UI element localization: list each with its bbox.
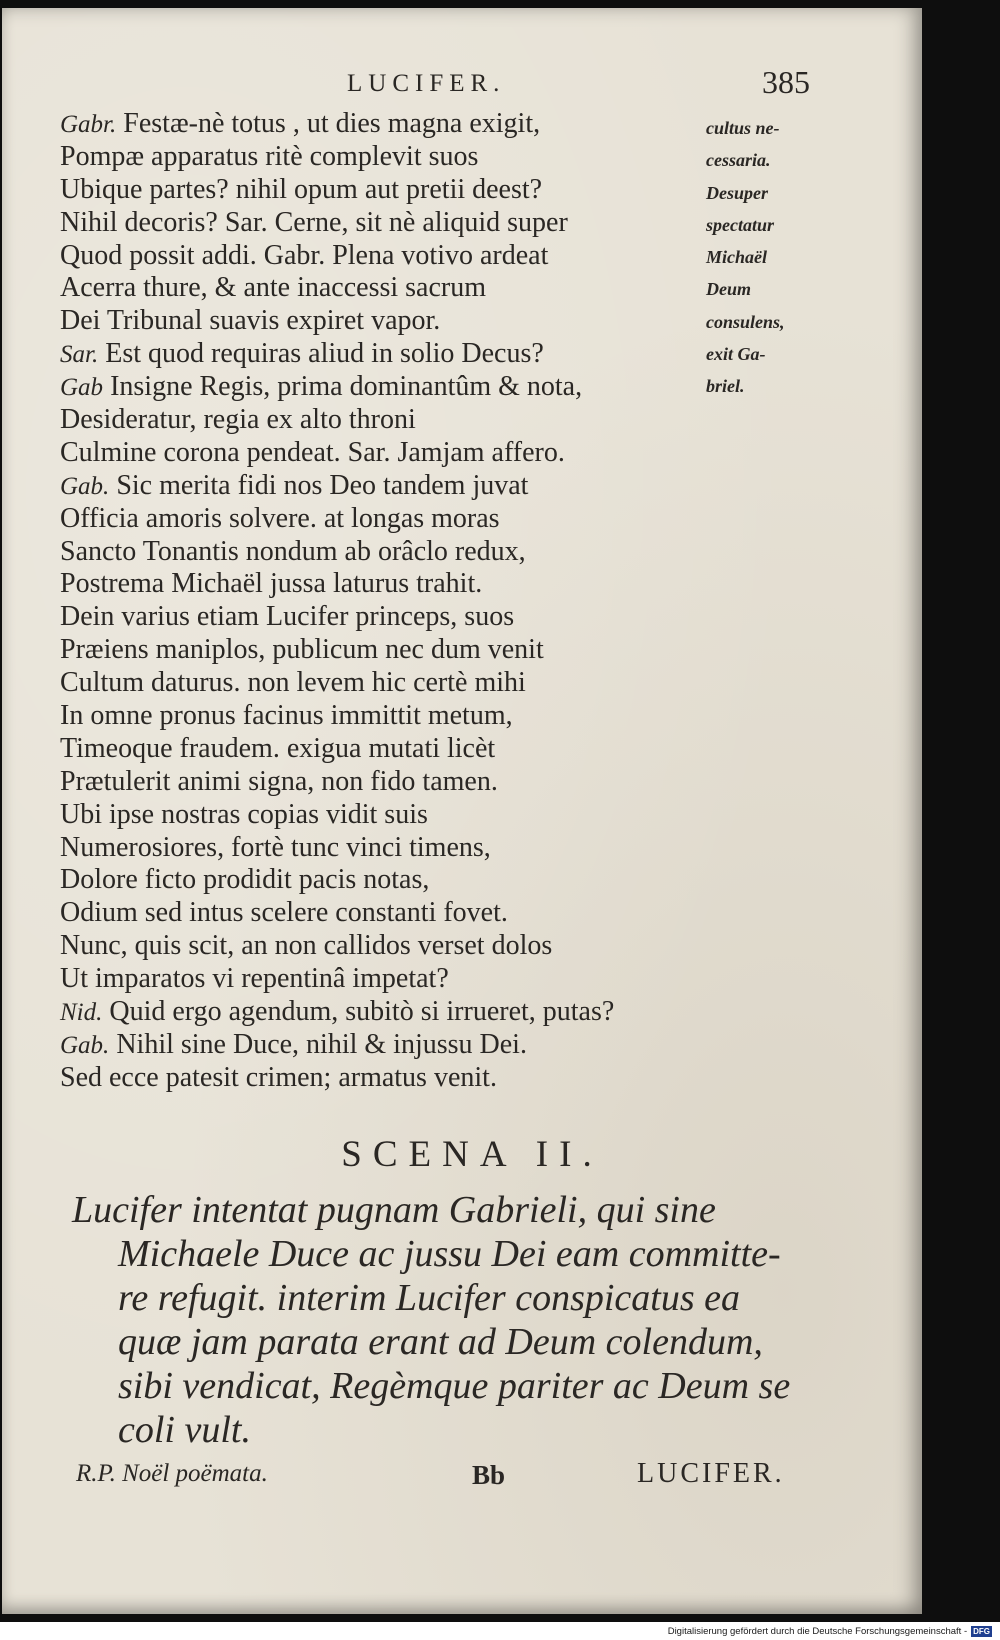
marginal-note-line: exit Ga- xyxy=(706,344,766,365)
verse-text: Quod possit addi. Gabr. Plena votivo ardeat xyxy=(60,239,549,271)
footer-source: R.P. Noël poëmata. xyxy=(76,1460,268,1487)
gathering-signature: Bb xyxy=(472,1460,506,1490)
verse-line xyxy=(60,733,820,766)
marginal-note-line: cultus ne- xyxy=(706,118,780,138)
page-number: 385 xyxy=(762,64,810,100)
verse-line xyxy=(60,470,820,503)
verse-line xyxy=(60,832,820,865)
marginal-note-line: briel. xyxy=(706,376,745,397)
marginal-note-line: Desuper xyxy=(706,182,768,203)
dfg-logo: DFG xyxy=(973,1626,990,1636)
speaker-label: Gab xyxy=(60,374,104,402)
verse-line xyxy=(60,700,820,733)
marginal-note-line: cessaria. xyxy=(706,150,771,171)
verse-text: Pompæ apparatus ritè complevit suos xyxy=(60,140,479,172)
argument-line: coli vult. xyxy=(118,1409,251,1451)
verse-text: Sancto Tonantis nondum ab orâclo redux, xyxy=(60,535,526,567)
verse-text: Præiens maniplos, publicum nec dum venit xyxy=(60,634,544,666)
credit-text: Digitalisierung gefördert durch die Deutsche Forschungsgemeinschaft - xyxy=(667,1625,968,1637)
verse-text: Nihil sine Duce, nihil & injussu Dei. xyxy=(116,1028,527,1060)
verse-text: Sic merita fidi nos Deo tandem juvat xyxy=(116,469,529,501)
marginal-note xyxy=(706,112,816,403)
verse-line xyxy=(60,897,820,930)
verse-line xyxy=(60,864,820,897)
digitization-credit xyxy=(668,1624,992,1638)
verse-text: Nihil decoris? Sar. Cerne, sit nè aliquid super xyxy=(60,206,568,238)
verse-text: Prætulerit animi signa, non fido tamen. xyxy=(60,765,498,797)
page-footer xyxy=(2,1460,922,1500)
argument-line: re refugit. interim Lucifer conspicatus ea xyxy=(118,1277,740,1319)
verse-text: Quid ergo agendum, subitò si irrueret, putas? xyxy=(109,996,615,1028)
verse-text: Insigne Regis, prima dominantûm & nota, xyxy=(110,371,583,403)
verse-text: Sed ecce patesit crimen; armatus venit. xyxy=(60,1061,497,1093)
verse-text: Nunc, quis scit, an non callidos verset dolos xyxy=(60,930,553,962)
verse-text: Officia amoris solvere. at longas moras xyxy=(60,502,500,534)
verse-line xyxy=(60,503,820,536)
verse-line xyxy=(60,437,820,470)
running-title: LUCIFER. xyxy=(347,70,506,97)
speaker-label: Gab. xyxy=(60,472,110,500)
speaker-label: Sar. xyxy=(60,341,99,369)
argument-line: sibi vendicat, Regèmque pariter ac Deum se xyxy=(118,1365,791,1407)
verse-text: Ubique partes? nihil opum aut pretii deest? xyxy=(60,173,543,205)
speaker-label: Gabr. xyxy=(60,111,117,138)
verse-line xyxy=(60,634,820,667)
verse-line xyxy=(60,996,820,1029)
verse-text: Culmine corona pendeat. Sar. Jamjam affero. xyxy=(60,436,565,468)
marginal-note-line: Deum xyxy=(706,279,751,300)
verse-line xyxy=(60,766,820,799)
verse-line xyxy=(60,930,820,963)
marginal-note-line: spectatur xyxy=(706,214,775,235)
verse-line xyxy=(60,799,820,832)
argument-line: Michaele Duce ac jussu Dei eam committe- xyxy=(118,1233,781,1275)
verse-text: Desideratur, regia ex alto throni xyxy=(60,404,416,436)
verse-line xyxy=(60,568,820,601)
verse-line xyxy=(60,963,820,996)
verse-text: Odium sed intus scelere constanti fovet. xyxy=(60,897,508,929)
verse-line xyxy=(60,667,820,700)
verse-text: Dei Tribunal suavis expiret vapor. xyxy=(60,305,441,337)
speaker-label: Gab. xyxy=(60,1031,110,1059)
verse-line xyxy=(60,536,820,569)
verse-text: Timeoque fraudem. exigua mutati licèt xyxy=(60,732,496,764)
verse-text: Ubi ipse nostras copias vidit suis xyxy=(60,798,428,830)
verse-text: Cultum daturus. non levem hic certè mihi xyxy=(60,667,526,699)
scene-heading: SCENA II. xyxy=(341,1134,603,1175)
catchword: LUCIFER. xyxy=(637,1458,785,1489)
book-page xyxy=(2,8,922,1614)
verse-text: Dein varius etiam Lucifer princeps, suos xyxy=(60,601,515,633)
verse-line xyxy=(60,601,820,634)
verse-text: Dolore ficto prodidit pacis notas, xyxy=(60,864,430,896)
scene-argument xyxy=(72,1188,832,1452)
running-head xyxy=(2,64,922,110)
marginal-note-line: consulens, xyxy=(706,311,785,332)
speaker-label: Nid. xyxy=(60,999,103,1027)
verse-text: Festæ-nè totus , ut dies magna exigit, xyxy=(123,108,541,139)
verse-text: Ut imparatos vi repentinâ impetat? xyxy=(60,963,449,995)
verse-line xyxy=(60,1062,820,1095)
verse-text: Acerra thure, & ante inaccessi sacrum xyxy=(60,272,487,304)
verse-text: Numerosiores, fortè tunc vinci timens, xyxy=(60,831,491,863)
argument-line: quæ jam parata erant ad Deum colendum, xyxy=(118,1321,763,1363)
verse-line xyxy=(60,404,820,437)
verse-line xyxy=(60,1029,820,1062)
verse-text: Est quod requiras aliud in solio Decus? xyxy=(105,338,544,370)
verse-text: In omne pronus facinus immittit metum, xyxy=(60,700,513,732)
verse-text: Postrema Michaël jussa laturus trahit. xyxy=(60,568,483,600)
marginal-note-line: Michaël xyxy=(706,247,767,268)
argument-line: Lucifer intentat pugnam Gabrieli, qui sine xyxy=(72,1189,716,1231)
